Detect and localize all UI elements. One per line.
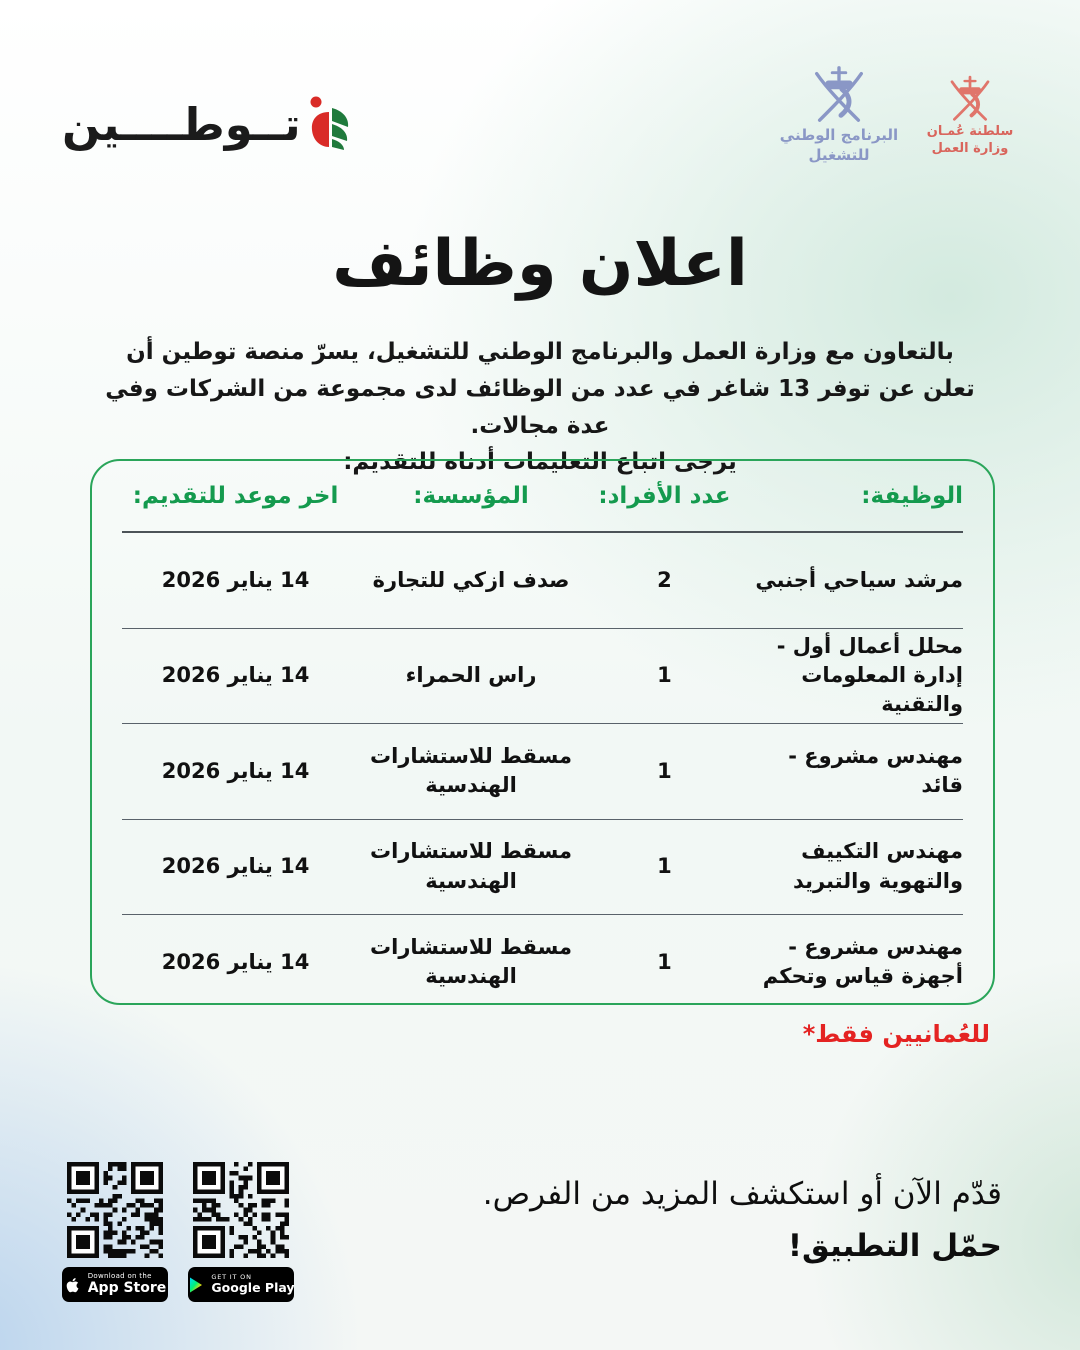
deadline-cell: 14 يناير 2026 [161,854,310,879]
ministry-of-labour-logo [918,74,1022,158]
deadline-cell: 14 يناير 2026 [161,949,310,974]
count-cell: 2 [657,567,672,592]
job-cell: مهندس مشروع - أجهزة قياس وتحكم [762,934,963,989]
omanis-only-note: للعُمانيين فقط* [802,1020,990,1048]
appstore-column [62,1162,168,1302]
intro-instruction: يرجى اتباع التعليمات أدناه للتقديم: [343,449,737,476]
count-cell: 1 [657,758,672,783]
oman-emblem-icon [808,64,870,126]
jobs-table [90,459,995,1005]
count-cell: 1 [657,854,672,879]
googleplay-badge[interactable] [188,1267,294,1302]
organization-cell: راس الحمراء [405,663,537,688]
job-cell: مهندس التكييف والتهوية والتبريد [792,839,963,893]
googleplay-badge-bottom-text: Google Play [211,1280,295,1296]
table-row [122,629,963,725]
organization-cell: صدف ازكي للتجارة [372,567,570,592]
table-row [122,533,963,629]
table-row [122,915,963,1010]
nep-logo-text-line2: للتشغيل [808,145,870,164]
mol-logo-text-line1: سلطنة عُمـان [926,124,1014,139]
table-header-row [122,461,963,533]
deadline-cell: 14 يناير 2026 [161,758,310,783]
qr-code-appstore[interactable] [67,1162,163,1258]
nep-logo-text-line1: البرنامج الوطني [779,126,899,144]
apple-icon [64,1276,82,1294]
count-cell: 1 [657,663,672,688]
deadline-cell: 14 يناير 2026 [161,567,310,592]
column-header-deadline: اخر موعد للتقديم: [132,483,339,509]
qr-code-googleplay[interactable] [193,1162,289,1258]
organization-cell: مسقط للاستشارات الهندسية [370,934,573,989]
googleplay-column [188,1162,294,1302]
column-header-count: عدد الأفراد: [598,483,731,509]
table-row [122,820,963,916]
deadline-cell: 14 يناير 2026 [161,663,310,688]
tawteen-wordmark: تــوطــــين [62,97,301,151]
column-header-organization: المؤسسة: [413,483,529,509]
app-download-section [62,1162,294,1302]
tawteen-logo [62,94,352,154]
google-play-icon [187,1276,205,1294]
job-cell: مهندس مشروع - قائد [788,743,963,798]
appstore-badge[interactable] [62,1267,168,1302]
count-cell: 1 [657,949,672,974]
national-employment-program-logo [776,64,902,165]
intro-paragraph: بالتعاون مع وزارة العمل والبرنامج الوطني للتشغيل، يسرّ منصة توطين أن تعلن عن توفر 13 شاغر في عدد من الوظائف لدى مجموعة من الشركات وفي عدة مجالات. [105,339,975,439]
appstore-badge-bottom-text: App Store [87,1280,167,1297]
column-header-job: الوظيفة: [861,483,963,509]
organization-cell: مسقط للاستشارات الهندسية [370,743,573,798]
cta-line2: حمّل التطبيق! [787,1228,1002,1264]
call-to-action [483,1176,1002,1264]
job-cell: محلل أعمال أول - إدارة المعلومات والتقنية [776,633,963,717]
table-row [122,724,963,820]
cta-line1: قدّم الآن أو استكشف المزيد من الفرص. [482,1176,1002,1212]
page-title: اعلان وظائف [332,226,748,301]
oman-emblem-icon [945,74,995,124]
mol-logo-text-line2: وزارة العمل [931,140,1009,156]
tawteen-logo-icon [308,94,352,154]
organization-cell: مسقط للاستشارات الهندسية [370,839,573,893]
job-cell: مرشد سياحي أجنبي [755,567,963,592]
government-logos [776,64,1022,165]
googleplay-badge-top-text: GET IT ON [211,1272,252,1281]
appstore-badge-top-text: Download on the [87,1272,152,1281]
